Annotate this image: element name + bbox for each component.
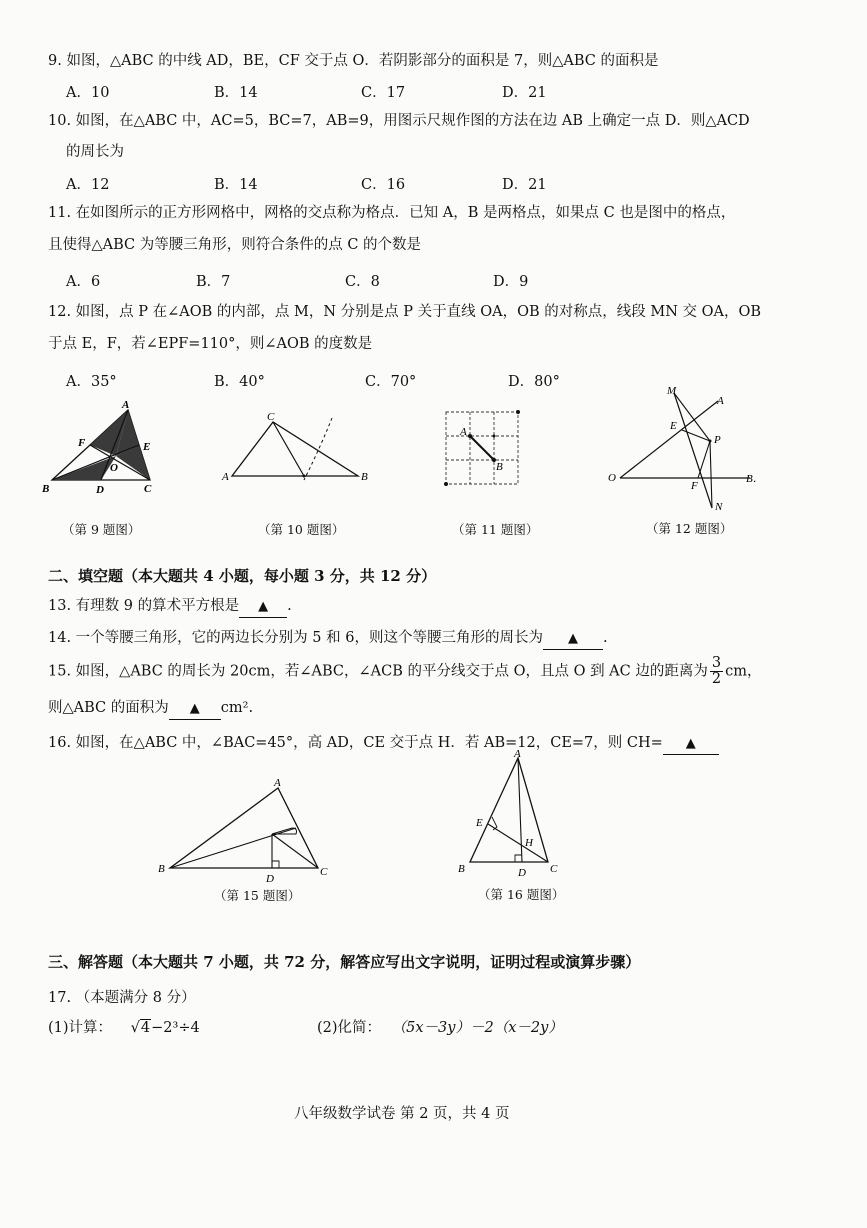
q9-option-d[interactable]: D．21 bbox=[502, 85, 547, 101]
q15-fraction bbox=[710, 656, 723, 687]
q10-option-c[interactable]: C．16 bbox=[361, 177, 406, 193]
q14-answer-blank[interactable]: ▲ bbox=[543, 629, 603, 650]
figure-12-diagram bbox=[600, 383, 770, 513]
q12-option-b[interactable]: B．40° bbox=[214, 374, 265, 390]
q17-part2-label: (2)化简： bbox=[317, 1020, 382, 1036]
q9-option-c[interactable]: C．17 bbox=[361, 85, 406, 101]
q10-option-d[interactable]: D．21 bbox=[502, 177, 547, 193]
fig12-caption: （第 12 题图） bbox=[646, 521, 733, 536]
fig12-label-b: B． bbox=[746, 473, 764, 485]
q13-text: 13. 有理数 9 的算术平方根是 bbox=[48, 598, 240, 614]
q13-suffix: . bbox=[287, 598, 292, 614]
fig15-label-b: B bbox=[158, 863, 165, 875]
q11-option-a[interactable]: A．6 bbox=[66, 274, 101, 290]
fig15-label-c: C bbox=[320, 866, 328, 878]
fig16-label-d: D bbox=[518, 867, 526, 879]
fig10-label-b: B bbox=[361, 471, 368, 483]
q15-text: 15. 如图，△ABC 的周长为 20cm，若∠ABC，∠ACB 的平分线交于点 O，且点 O 到 AC 边的距离为 bbox=[48, 663, 708, 680]
fig12-label-e: E bbox=[670, 420, 677, 432]
fig9-label-c: C bbox=[144, 483, 152, 495]
q17-part1-label: (1)计算： bbox=[48, 1020, 113, 1036]
q15-line2-unit: cm². bbox=[220, 700, 254, 716]
section2-title: 二、填空题（本大题共 4 小题，每小题 3 分，共 12 分） bbox=[48, 567, 437, 585]
figure-15-diagram bbox=[150, 776, 340, 886]
q9-option-b[interactable]: B．14 bbox=[214, 85, 258, 101]
q10-stem-line2: 的周长为 bbox=[66, 144, 124, 160]
fig12-label-p: P bbox=[714, 434, 721, 446]
figure-9-diagram bbox=[40, 398, 170, 498]
fig9-label-a: A bbox=[122, 399, 130, 411]
fig12-label-n: N bbox=[715, 501, 723, 513]
q15-unit: cm， bbox=[725, 663, 762, 680]
fig16-label-b: B bbox=[458, 863, 465, 875]
fig11-label-b: B bbox=[496, 461, 503, 473]
q11-stem-line1: 11. 在如图所示的正方形网格中，网格的交点称为格点．已知 A，B 是两格点，如果点 C 也是图中的格点， bbox=[48, 205, 736, 221]
q12-option-a[interactable]: A．35° bbox=[66, 374, 117, 390]
q16-answer-blank[interactable]: ▲ bbox=[663, 734, 719, 755]
fig9-caption: （第 9 题图） bbox=[62, 522, 141, 537]
figure-16-diagram bbox=[452, 748, 572, 880]
figure-11 bbox=[438, 406, 528, 492]
q15-frac-denominator: 2 bbox=[711, 671, 722, 687]
q14 bbox=[48, 628, 608, 650]
q10-stem-line1: 10. 如图，在△ABC 中，AC=5，BC=7，AB=9，用图示尺规作图的方法在边 AB 上确定一点 D．则△ACD bbox=[48, 113, 750, 129]
q12-stem-line1: 12. 如图，点 P 在∠AOB 的内部，点 M，N 分别是点 P 关于直线 OA，OB 的对称点，线段 MN 交 OA，OB bbox=[48, 304, 762, 320]
fig16-label-a: A bbox=[514, 748, 521, 760]
q13-answer-blank[interactable]: ▲ bbox=[239, 597, 287, 618]
q12-stem-line2: 于点 E，F，若∠EPF=110°，则∠AOB 的度数是 bbox=[48, 336, 373, 352]
fig15-caption: （第 15 题图） bbox=[214, 888, 301, 903]
q11-option-b[interactable]: B．7 bbox=[196, 274, 231, 290]
fig9-label-e: E bbox=[143, 441, 151, 453]
q15-answer-blank[interactable]: ▲ bbox=[169, 699, 221, 720]
q17-part1-expression: √4−2³÷4 bbox=[130, 1020, 200, 1036]
fig15-label-a: A bbox=[274, 777, 281, 789]
q17-part2-expression: （5x－3y）－2（x－2y） bbox=[391, 1020, 563, 1036]
figure-12 bbox=[600, 383, 770, 513]
q15-line1 bbox=[48, 656, 761, 687]
q13 bbox=[48, 596, 292, 618]
q14-suffix: . bbox=[602, 630, 608, 646]
page-footer: 八年级数学试卷 第 2 页，共 4 页 bbox=[294, 1106, 510, 1122]
q11-option-c[interactable]: C．8 bbox=[345, 274, 380, 290]
q17-part1-rest: −2³÷4 bbox=[151, 1020, 200, 1036]
q17-part1 bbox=[48, 1018, 200, 1038]
fig16-label-h: H bbox=[525, 837, 533, 849]
q15-frac-numerator: 3 bbox=[711, 655, 722, 671]
q15-line2 bbox=[48, 698, 253, 720]
q11-option-d[interactable]: D．9 bbox=[493, 274, 529, 290]
figure-15 bbox=[150, 776, 340, 886]
q17-part1-radicand: 4 bbox=[140, 1020, 151, 1036]
fig16-label-e: E bbox=[476, 817, 483, 829]
q12-option-d[interactable]: D．80° bbox=[508, 374, 560, 390]
figure-10-diagram bbox=[220, 408, 380, 498]
fig10-caption: （第 10 题图） bbox=[258, 522, 345, 537]
fig16-caption: （第 16 题图） bbox=[478, 887, 565, 902]
figure-16 bbox=[452, 748, 572, 880]
fig12-label-m: M bbox=[667, 385, 677, 397]
q12-option-c[interactable]: C．70° bbox=[365, 374, 417, 390]
section3-title: 三、解答题（本大题共 7 小题，共 72 分，解答应写出文字说明，证明过程或演算步骤） bbox=[48, 953, 641, 971]
fig9-label-o: O bbox=[110, 462, 118, 474]
q16-text: 16. 如图，在△ABC 中，∠BAC=45°，高 AD，CE 交于点 H．若 AB=12，CE=7，则 CH= bbox=[48, 735, 663, 751]
q10-option-b[interactable]: B．14 bbox=[214, 177, 258, 193]
figure-10 bbox=[220, 408, 380, 498]
q17-heading: 17. （本题满分 8 分） bbox=[48, 990, 196, 1006]
fig11-label-a: A bbox=[460, 426, 467, 438]
fig9-label-f: F bbox=[78, 437, 86, 449]
q14-text: 14. 一个等腰三角形，它的两边长分别为 5 和 6，则这个等腰三角形的周长为 bbox=[48, 630, 543, 646]
fig11-caption: （第 11 题图） bbox=[452, 522, 539, 537]
q11-stem-line2: 且使得△ABC 为等腰三角形，则符合条件的点 C 的个数是 bbox=[48, 237, 422, 253]
figure-9 bbox=[40, 398, 170, 498]
q16 bbox=[48, 733, 719, 755]
fig12-label-o: O bbox=[608, 472, 616, 484]
fig12-label-f: F bbox=[691, 480, 698, 492]
q17-part2 bbox=[317, 1018, 563, 1038]
fig9-label-d: D bbox=[96, 484, 104, 496]
fig12-label-a: A bbox=[717, 395, 724, 407]
fig10-label-c: C bbox=[267, 411, 275, 423]
q10-option-a[interactable]: A．12 bbox=[66, 177, 110, 193]
q15-line2-text: 则△ABC 的面积为 bbox=[48, 700, 169, 716]
fig16-label-c: C bbox=[550, 863, 558, 875]
fig10-label-a: A bbox=[222, 471, 229, 483]
q9-stem: 9. 如图，△ABC 的中线 AD，BE，CF 交于点 O．若阴影部分的面积是 7，则△ABC 的面积是 bbox=[48, 53, 659, 69]
figure-11-grid bbox=[438, 406, 528, 492]
fig15-label-d: D bbox=[266, 873, 274, 885]
q9-option-a[interactable]: A．10 bbox=[66, 85, 110, 101]
fig9-label-b: B bbox=[42, 483, 50, 495]
